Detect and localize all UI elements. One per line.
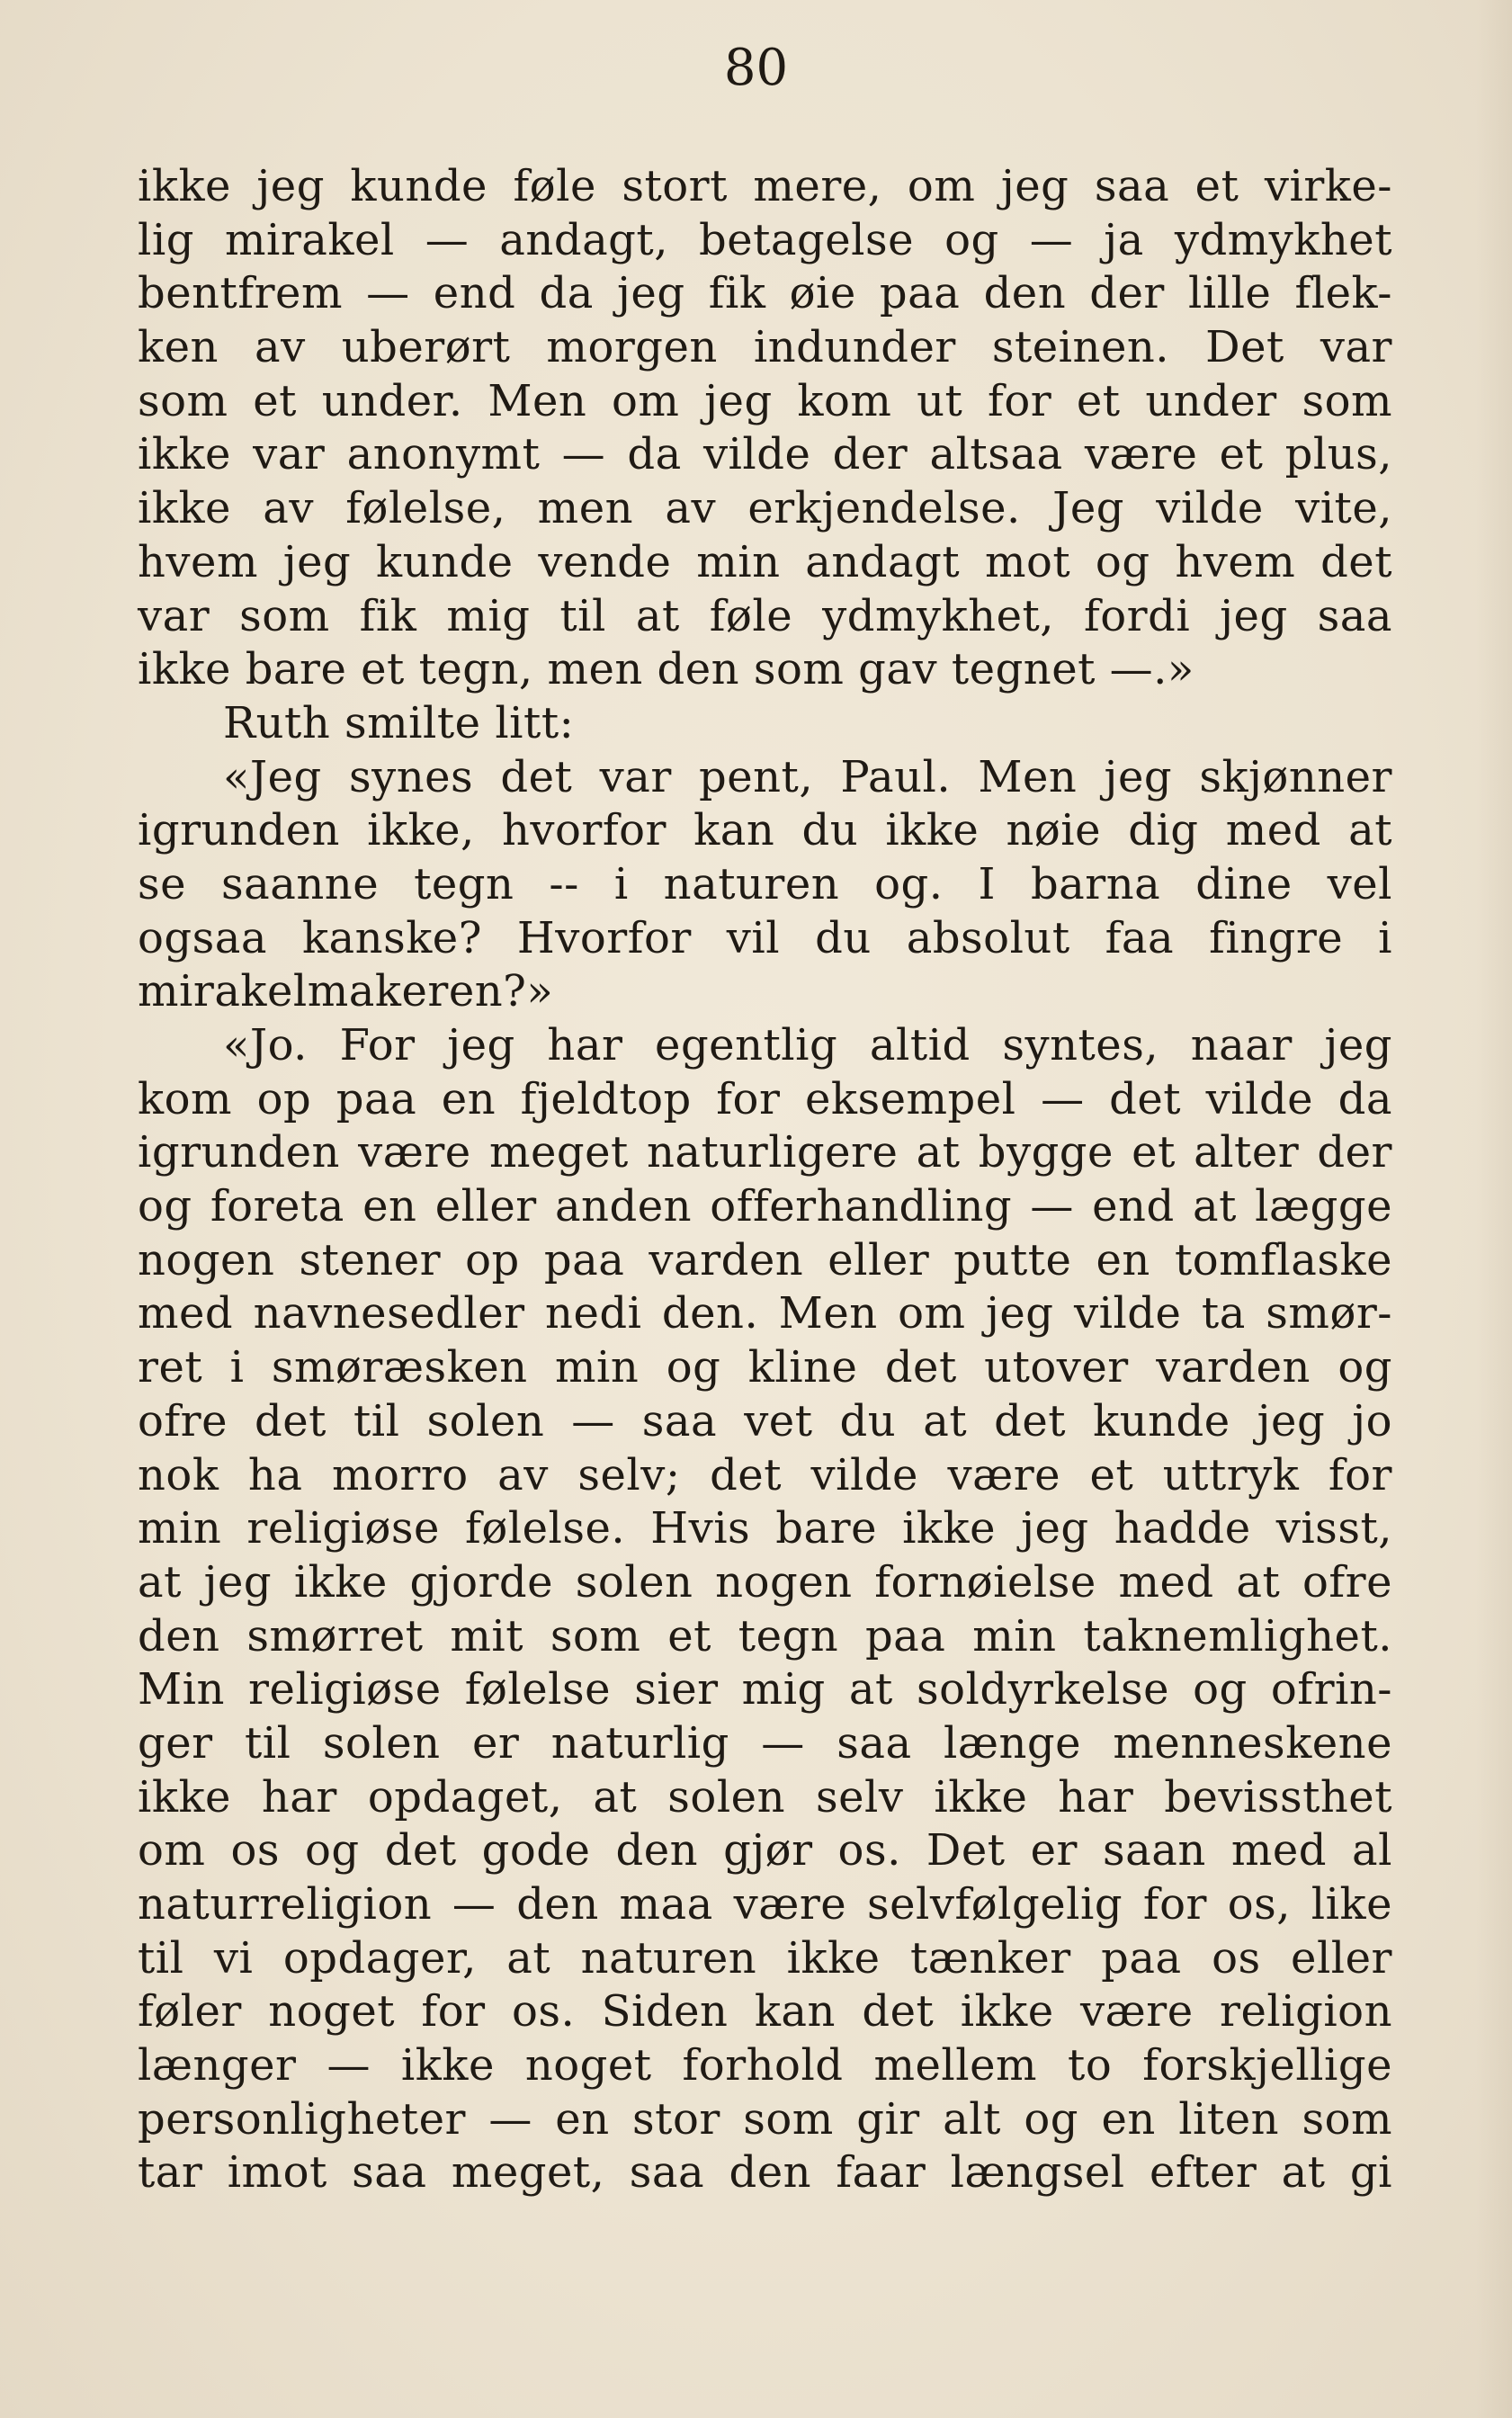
text-line: kom op paa en fjeldtop for eksempel — det vilde da xyxy=(138,1073,1392,1124)
text-line: som et under. Men om jeg kom ut for et under som xyxy=(138,375,1392,426)
text-line: hvem jeg kunde vende min andagt mot og hvem det xyxy=(138,536,1392,587)
text-line: Ruth smilte litt: xyxy=(223,697,575,748)
text-line: nok ha morro av selv; det vilde være et uttryk for xyxy=(138,1449,1392,1500)
text-line: den smørret mit som et tegn paa min taknemlighet. xyxy=(138,1610,1392,1661)
text-line: med navnesedler nedi den. Men om jeg vilde ta smør- xyxy=(138,1288,1392,1339)
text-line: Min religiøse følelse sier mig at soldyrkelse og ofrin- xyxy=(138,1664,1392,1715)
page-number: 80 xyxy=(723,39,789,97)
text-line: «Jeg synes det var pent, Paul. Men jeg skjønner xyxy=(223,751,1392,802)
text-line: mirakelmakeren?» xyxy=(138,966,554,1017)
text-line: til vi opdager, at naturen ikke tænker paa os eller xyxy=(138,1932,1392,1984)
text-line: ofre det til solen — saa vet du at det kunde jeg jo xyxy=(138,1395,1392,1446)
text-line: ger til solen er naturlig — saa længe menneskene xyxy=(138,1717,1392,1769)
text-line: var som fik mig til at føle ydmykhet, fordi jeg saa xyxy=(138,590,1392,641)
body-text xyxy=(138,160,1392,2200)
text-line: føler noget for os. Siden kan det ikke være religion xyxy=(138,1986,1392,2037)
text-line: personligheter — en stor som gir alt og en liten som xyxy=(138,2093,1392,2145)
text-line: ret i smøræsken min og kline det utover varden og xyxy=(138,1342,1392,1393)
text-line: igrunden være meget naturligere at bygge et alter der xyxy=(138,1127,1392,1178)
text-line: igrunden ikke, hvorfor kan du ikke nøie dig med at xyxy=(138,805,1392,856)
text-line: bentfrem — end da jeg fik øie paa den der lille flek- xyxy=(138,268,1392,319)
text-line: og foreta en eller anden offerhandling — end at lægge xyxy=(138,1181,1392,1232)
text-line: ogsaa kanske? Hvorfor vil du absolut faa fingre i xyxy=(138,912,1392,963)
text-line: ikke av følelse, men av erkjendelse. Jeg vilde vite, xyxy=(138,483,1392,534)
text-line: ikke var anonymt — da vilde der altsaa være et plus, xyxy=(138,429,1392,480)
text-line: naturreligion — den maa være selvfølgelig for os, like xyxy=(138,1879,1392,1930)
text-line: længer — ikke noget forhold mellem to forskjellige xyxy=(138,2040,1392,2091)
text-line: «Jo. For jeg har egentlig altid syntes, naar jeg xyxy=(223,1020,1392,1070)
page-edge-shadow xyxy=(1476,0,1512,2418)
text-line: se saanne tegn -- i naturen og. I barna dine vel xyxy=(138,858,1392,909)
text-line: nogen stener op paa varden eller putte en tomflaske xyxy=(138,1234,1392,1285)
text-line: ikke jeg kunde føle stort mere, om jeg saa et virke- xyxy=(138,161,1392,211)
text-line: lig mirakel — andagt, betagelse og — ja ydmykhet xyxy=(138,214,1392,265)
text-line: ken av uberørt morgen indunder steinen. Det var xyxy=(138,322,1392,373)
text-line: ikke har opdaget, at solen selv ikke har bevissthet xyxy=(138,1771,1392,1822)
text-line: min religiøse følelse. Hvis bare ikke jeg hadde visst, xyxy=(138,1503,1392,1554)
text-line: tar imot saa meget, saa den faar længsel efter at gi xyxy=(138,2147,1392,2199)
text-line: at jeg ikke gjorde solen nogen fornøielse med at ofre xyxy=(138,1556,1392,1608)
text-line: ikke bare et tegn, men den som gav tegnet —.» xyxy=(138,644,1194,695)
text-line: om os og det gode den gjør os. Det er saan med al xyxy=(138,1825,1392,1876)
